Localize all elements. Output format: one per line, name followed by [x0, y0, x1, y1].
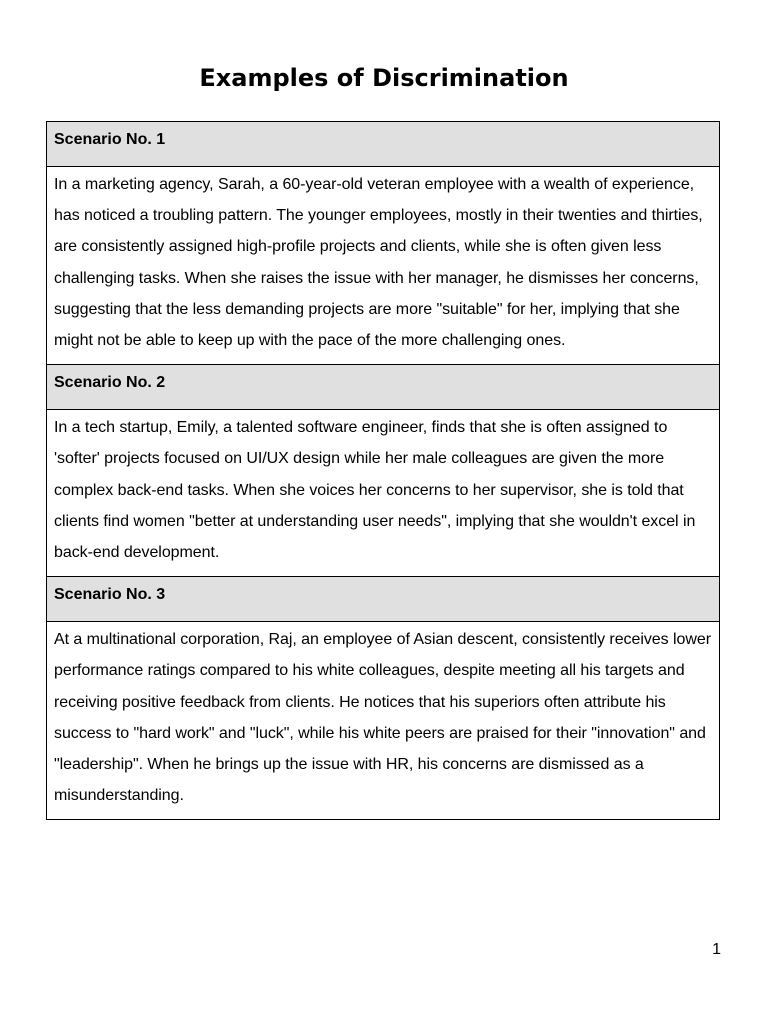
scenario-2-body-row [47, 410, 720, 577]
scenario-3-text: At a multinational corporation, Raj, an employee of Asian descent, consistently receives lower performance ratings compared to his white colleagues, despite meeting all his targets and receiving positive feedback from clients. He notices that his superiors often attribute his success to "hard work" and "luck", while his white peers are praised for their "innovation" and "leadership". When he brings up the issue with HR, his concerns are dismissed as a misunderstanding. [47, 622, 720, 820]
page-title: Examples of Discrimination [199, 64, 569, 92]
scenarios-table [46, 121, 720, 820]
scenario-1-heading-row [47, 122, 720, 167]
scenario-3-heading-row [47, 577, 720, 622]
scenario-2-text: In a tech startup, Emily, a talented software engineer, finds that she is often assigned to 'softer' projects focused on UI/UX design while her male colleagues are given the more complex back-end tasks. When she voices her concerns to her supervisor, she is told that clients find women "better at understanding user needs", implying that she wouldn't excel in back-end development. [47, 410, 720, 577]
scenario-3-body-row [47, 622, 720, 820]
scenario-3-heading: Scenario No. 3 [47, 577, 720, 622]
scenario-1-body-row [47, 167, 720, 365]
scenario-2-heading-row [47, 365, 720, 410]
scenario-1-text: In a marketing agency, Sarah, a 60-year-old veteran employee with a wealth of experience, has noticed a troubling pattern. The younger employees, mostly in their twenties and thirties, are consistently assigned high-profile projects and clients, while she is often given less challenging tasks. When she raises the issue with her manager, he dismisses her concerns, suggesting that the less demanding projects are more "suitable" for her, implying that she might not be able to keep up with the pace of the more challenging ones. [47, 167, 720, 365]
scenario-1-heading: Scenario No. 1 [47, 122, 720, 167]
scenario-2-heading: Scenario No. 2 [47, 365, 720, 410]
page-number: 1 [712, 941, 721, 958]
